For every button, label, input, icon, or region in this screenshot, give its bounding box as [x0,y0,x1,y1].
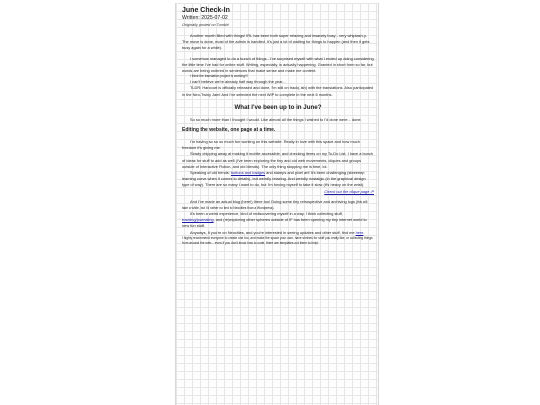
website-paragraph-5 [182,211,374,230]
section-heading-june: What I've been up to in June? [234,103,322,111]
neocities-here-link[interactable]: here [355,229,364,235]
p4-text: And I've made an actual blog (here!) there too! Doing some tiny retrospective and archiving logs [190,198,355,204]
blog-page [175,3,379,405]
intro-paragraph-3: I can't believe we're already half way through the year... [190,79,286,85]
p5-text-before: It's been a weird experience, kind of rediscovering myself in a way. I think collecting stuff, [190,211,343,217]
p3-text-after: and stamps and pixel art! It's been challenging (steeeeep learning curve when it comes to details), but weirdly relaxing. And weirdly nostalgic (in the graphical design type of way). There are so many I want to do, but I'm forcing myself to take it slow (it's heavy on the wrist). [182,170,366,188]
aside-note: I think the translation project is working!!! [190,74,248,79]
section-heading-website: Editing the website, one page at a time. [182,127,276,134]
website-paragraph-1: I'm having so so so much fun working on this website. Really in love with this space and how much freedom it's giving me. [182,139,360,151]
origin-note: Originally posted on Tumblr! [182,23,230,27]
website-paragraph-3 [182,170,374,189]
intro-paragraph-1: Another month filled with things! IRL has been both super relaxing and insanely busy - very whiplash-y. The move is done, most of the admin is handled. It's just a lot of waiting for things to happen (and then it gets busy again for a while). [182,33,370,51]
clique-page-link[interactable]: Check out the clique page :P [324,188,374,194]
p3-text-before: Speaking of old trends: [190,170,231,176]
website-paragraph-2: Slowly chipping away at making it mobile accessible, and checking items on my To-Do List. I have a bunch of ideas for stuff to add as well (I've been exploring the tiny and old web movements, cliques and groups outside of Interactive Fiction, and old blends). The only thing stopping me is time, lol. [182,151,374,169]
tracking-journaling-link[interactable]: tracking/journaling [182,217,214,223]
intro-paragraph-2: I somehow managed to do a bunch of things - I've surprised myself with what I ended up doing considering the little time I've had for online stuff. Writing, especially, is actually happening. Granted in short form so far, but words are being ordered in sentences that make sense and make me content. [182,55,374,74]
post-title: June Check-In [182,7,230,14]
intro-paragraph-4: TLDR: Harcourt is officially released and done, I'm still on track(-ish) with the translations. Also participated in the Neo-Twiny Jam! And I've selected the next WIP to complete in the next 6 months. [182,85,374,97]
p5-text-after: , and (re)exploring other spheres outside of IF has been opening my tiny internet world to new fun stuff. [182,217,367,229]
blog-post [176,3,378,246]
p4-small-note: (this will take a while, but I'd rather no tied to Neocities than a Wordpress). [182,199,368,210]
website-paragraph-4 [182,199,374,211]
recommendation-note: I highly recommend everyone to create one too, and make the space your own, have shrines for stuff you really like, or collecting things from around the web... even if you don't know how to code, there are templates out there to help! [182,235,373,245]
buttons-badges-link[interactable]: buttons and badges [230,170,266,176]
p6-text-before: Anyways, if you're on Neocities, and you're interested in seeing updates and other stuff, find me [190,229,356,235]
post-date: Written: 2025-07-02 [182,15,228,21]
section1-paragraph: So so much more than I thought I would. Like almost all the things I wished to I'd done were... done. [190,116,362,122]
website-paragraph-6 [182,230,374,236]
p6-text-after: . [363,229,365,235]
